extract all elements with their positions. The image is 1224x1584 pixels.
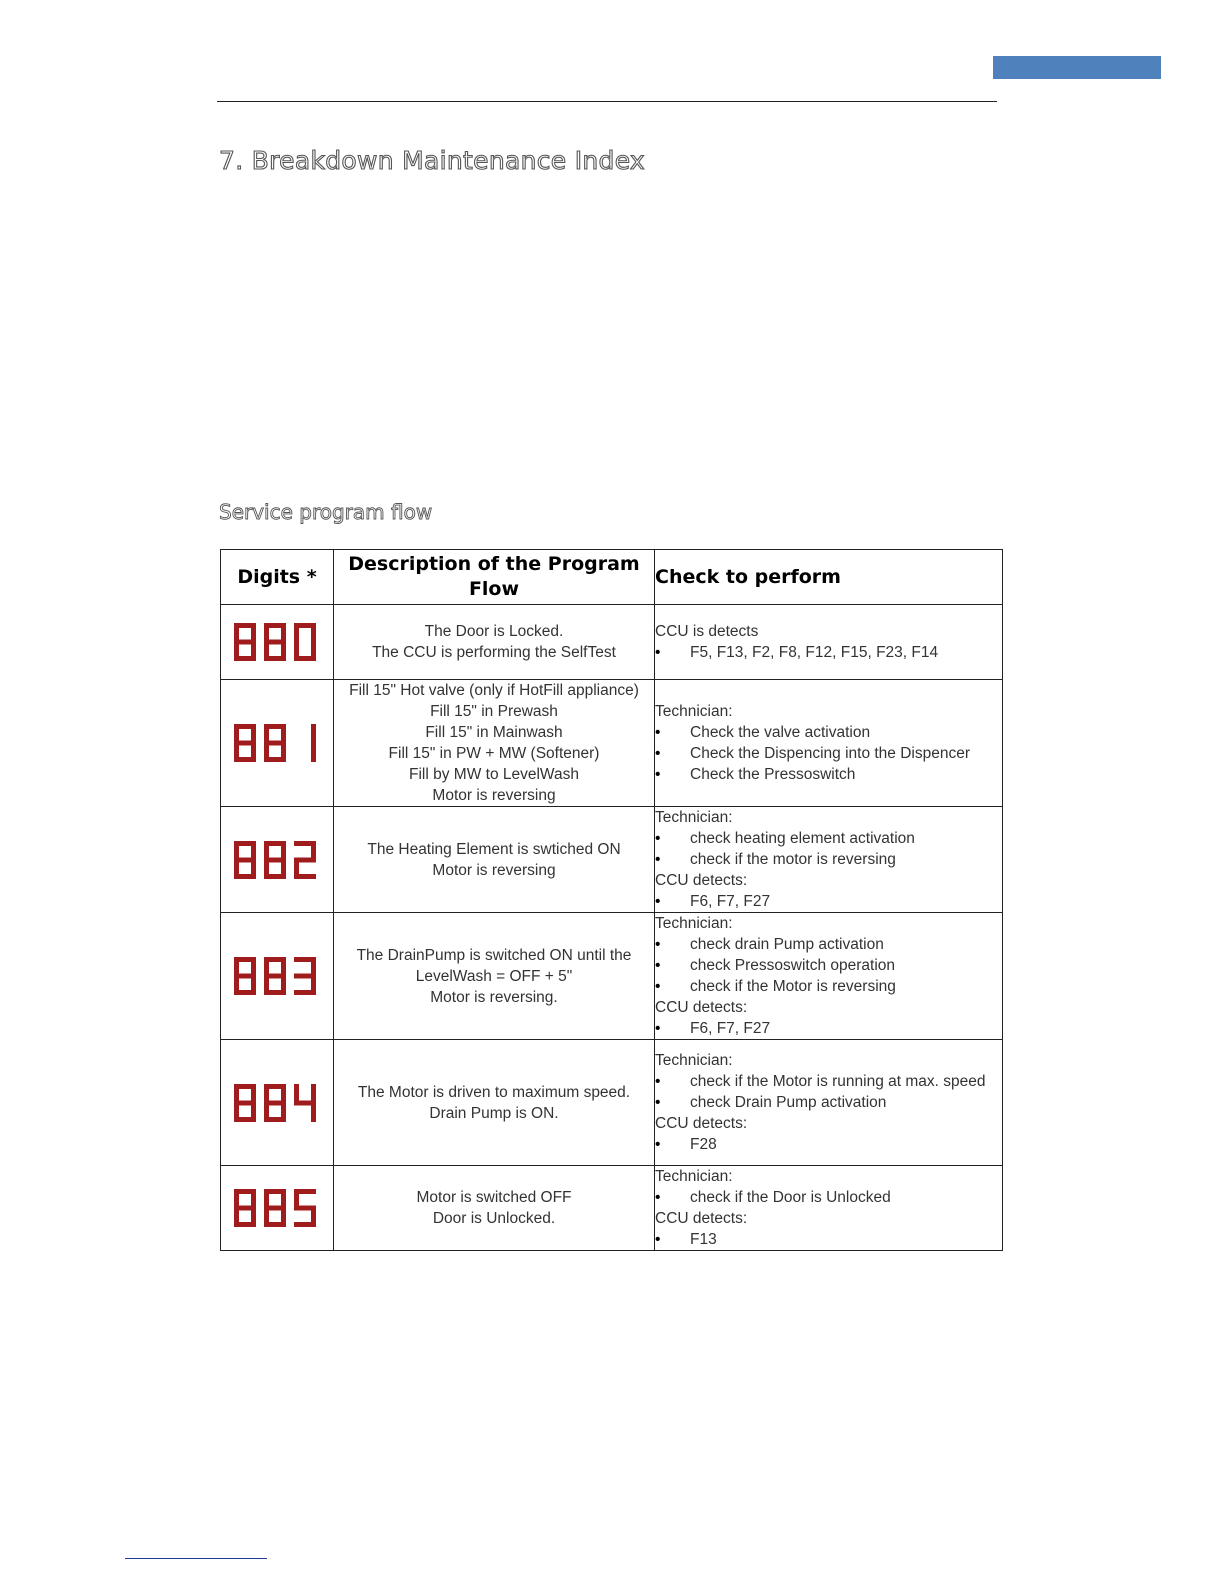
segment-b <box>311 1084 316 1103</box>
segment-b <box>281 623 286 642</box>
description-cell <box>334 1040 655 1166</box>
description-cell <box>334 807 655 913</box>
digit-4 <box>294 1084 316 1122</box>
digit-8 <box>234 841 256 879</box>
segment-g <box>234 974 256 979</box>
segment-e <box>234 1208 239 1227</box>
check-heading: Technician: <box>655 1052 733 1069</box>
segment-f <box>234 1189 239 1208</box>
segment-e <box>264 1103 269 1122</box>
description-line: The Door is Locked. <box>424 623 564 640</box>
check-heading: Technician: <box>655 1168 733 1185</box>
header-accent-bar <box>993 56 1161 79</box>
segment-f <box>264 1189 269 1208</box>
segment-f <box>234 724 239 743</box>
check-bullet: • F5, F13, F2, F8, F12, F15, F23, F14 <box>655 642 1002 663</box>
check-heading: Technician: <box>655 809 733 826</box>
description-line: Fill by MW to LevelWash <box>409 766 579 783</box>
check-cell <box>655 605 1003 680</box>
segment-g <box>234 857 256 862</box>
segment-d <box>294 990 316 995</box>
check-cell <box>655 680 1003 807</box>
ccu-heading: CCU detects: <box>655 872 748 889</box>
digit-8 <box>234 1084 256 1122</box>
footer-link-underline <box>125 1558 267 1559</box>
segment-f <box>264 1084 269 1103</box>
description-line: Motor is switched OFF <box>416 1189 572 1206</box>
ccu-heading: CCU detects: <box>655 1210 748 1227</box>
check-cell <box>655 913 1003 1040</box>
segment-g <box>234 1100 256 1105</box>
digit-8 <box>264 1189 286 1227</box>
seven-segment-display <box>233 1082 321 1124</box>
segment-f <box>264 724 269 743</box>
ccu-bullet: • F6, F7, F27 <box>655 891 1002 912</box>
segment-f <box>294 1189 299 1208</box>
digit-8 <box>234 623 256 661</box>
digit-2 <box>294 841 316 879</box>
segment-e <box>234 642 239 661</box>
digits-cell <box>221 605 334 680</box>
digits-cell <box>221 807 334 913</box>
description-line: The Heating Element is swtiched ON <box>367 840 621 858</box>
description-line: Fill 15" in Mainwash <box>425 724 563 741</box>
segment-b <box>251 1084 256 1103</box>
check-bullet: • Check the Pressoswitch <box>655 764 1002 785</box>
segment-c <box>311 1103 316 1122</box>
seven-segment-display <box>233 722 321 764</box>
description-line: The DrainPump is switched ON until the <box>356 946 632 964</box>
check-bullet: • Check the valve activation <box>655 722 1002 743</box>
segment-g <box>234 741 256 746</box>
digit-8 <box>264 957 286 995</box>
segment-e <box>264 860 269 879</box>
segment-f <box>294 623 299 642</box>
segment-g <box>264 1206 286 1211</box>
segment-f <box>264 957 269 976</box>
description-line: Fill 15" Hot valve (only if HotFill appliance) <box>349 682 639 699</box>
segment-g <box>264 741 286 746</box>
check-cell <box>655 1040 1003 1166</box>
section-title: 7. Breakdown Maintenance Index <box>219 146 646 175</box>
digit-8 <box>234 957 256 995</box>
table-header-row <box>221 550 1003 605</box>
ccu-bullet: • F6, F7, F27 <box>655 1018 1002 1039</box>
digit-5 <box>294 1189 316 1227</box>
seven-segment-display <box>233 1187 321 1229</box>
digit-1 <box>311 724 316 762</box>
table-body <box>221 605 1003 1251</box>
check-heading: CCU is detects <box>655 623 759 640</box>
segment-g <box>264 857 286 862</box>
segment-b <box>311 841 316 860</box>
check-bullet: • check if the motor is reversing <box>655 849 1002 870</box>
table-row <box>221 1040 1003 1166</box>
ccu-bullet: • F28 <box>655 1134 1002 1155</box>
segment-b <box>251 1189 256 1208</box>
digit-3 <box>294 957 316 995</box>
ccu-heading: CCU detects: <box>655 1115 748 1132</box>
description-line: The CCU is performing the SelfTest <box>372 644 616 661</box>
digit-8 <box>264 841 286 879</box>
segment-g <box>264 974 286 979</box>
digits-cell <box>221 1166 334 1251</box>
description-line: Motor is reversing <box>432 787 556 804</box>
segment-e <box>264 743 269 762</box>
segment-e <box>234 1103 239 1122</box>
digits-cell <box>221 913 334 1040</box>
digits-cell <box>221 680 334 807</box>
check-bullet: • check Drain Pump activation <box>655 1092 1002 1113</box>
segment-g <box>234 640 256 645</box>
segment-b <box>311 724 316 743</box>
segment-e <box>234 743 239 762</box>
check-bullet: • check drain Pump activation <box>655 934 1002 955</box>
seven-segment-display <box>233 955 321 997</box>
segment-b <box>251 623 256 642</box>
table-row <box>221 605 1003 680</box>
description-line: Drain Pump is ON. <box>429 1104 559 1122</box>
segment-f <box>264 841 269 860</box>
segment-f <box>264 623 269 642</box>
digit-8 <box>264 623 286 661</box>
description-line: Fill 15" in PW + MW (Softener) <box>388 745 600 762</box>
segment-d <box>294 874 316 879</box>
ccu-bullet: • F13 <box>655 1229 1002 1250</box>
segment-b <box>281 957 286 976</box>
header-description: Description of the Program Flow <box>334 550 655 605</box>
segment-b <box>251 841 256 860</box>
digit-8 <box>234 724 256 762</box>
segment-b <box>311 957 316 976</box>
segment-e <box>264 976 269 995</box>
description-cell <box>334 680 655 807</box>
segment-d <box>294 1222 316 1227</box>
segment-b <box>251 724 256 743</box>
subsection-title: Service program flow <box>219 500 433 524</box>
segment-g <box>264 640 286 645</box>
header-divider <box>217 101 997 102</box>
segment-e <box>234 860 239 879</box>
header-digits: Digits * <box>221 550 334 605</box>
segment-f <box>234 623 239 642</box>
segment-b <box>281 724 286 743</box>
segment-f <box>234 841 239 860</box>
segment-e <box>264 1208 269 1227</box>
check-cell <box>655 807 1003 913</box>
table-row <box>221 807 1003 913</box>
segment-g <box>264 1100 286 1105</box>
check-heading: Technician: <box>655 915 733 932</box>
digit-8 <box>264 724 286 762</box>
description-line: LevelWash = OFF + 5" <box>415 967 573 985</box>
segment-b <box>281 841 286 860</box>
segment-e <box>294 642 299 661</box>
segment-e <box>264 642 269 661</box>
description-line: Fill 15" in Prewash <box>430 703 558 720</box>
check-bullet: • check if the Motor is running at max. speed <box>655 1071 1002 1092</box>
description-line: Motor is reversing <box>432 861 556 879</box>
check-heading: Technician: <box>655 703 733 720</box>
check-bullet: • check if the Door is Unlocked <box>655 1187 1002 1208</box>
table-row <box>221 1166 1003 1251</box>
description-cell <box>334 1166 655 1251</box>
description-line: The Motor is driven to maximum speed. <box>357 1083 631 1101</box>
segment-c <box>311 743 316 762</box>
description-line: Motor is reversing. <box>430 988 558 1006</box>
segment-f <box>234 1084 239 1103</box>
ccu-heading: CCU detects: <box>655 999 748 1016</box>
seven-segment-display <box>233 839 321 881</box>
check-bullet: • check Pressoswitch operation <box>655 955 1002 976</box>
segment-b <box>281 1189 286 1208</box>
digit-8 <box>264 1084 286 1122</box>
check-bullet: • check if the Motor is reversing <box>655 976 1002 997</box>
seven-segment-display <box>233 621 321 663</box>
service-program-flow-table <box>220 549 1003 1251</box>
table-row <box>221 913 1003 1040</box>
table-row <box>221 680 1003 807</box>
segment-f <box>234 957 239 976</box>
segment-b <box>281 1084 286 1103</box>
header-check: Check to perform <box>655 550 1003 605</box>
digit-0 <box>294 623 316 661</box>
digit-8 <box>234 1189 256 1227</box>
description-line: Door is Unlocked. <box>432 1210 556 1227</box>
segment-f <box>294 1084 299 1103</box>
segment-e <box>234 976 239 995</box>
segment-g <box>234 1206 256 1211</box>
check-bullet: • Check the Dispencing into the Dispencer <box>655 743 1002 764</box>
check-bullet: • check heating element activation <box>655 828 1002 849</box>
description-cell <box>334 605 655 680</box>
description-cell <box>334 913 655 1040</box>
segment-b <box>251 957 256 976</box>
segment-b <box>311 623 316 642</box>
digits-cell <box>221 1040 334 1166</box>
check-cell <box>655 1166 1003 1251</box>
